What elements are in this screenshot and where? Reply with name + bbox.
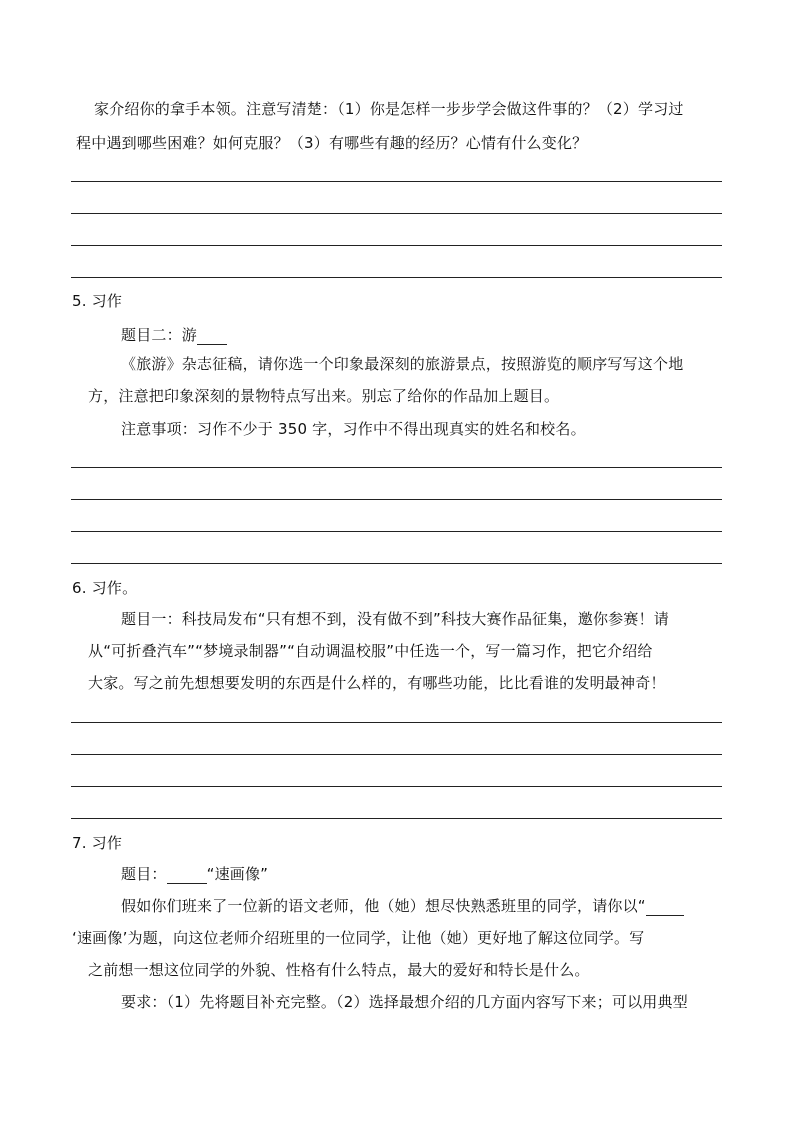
q6-number: 6. 习作。 <box>72 579 138 597</box>
q5-number: 5. 习作 <box>72 292 123 310</box>
q5-prompt-line-1: 《旅游》杂志征稿，请你选一个印象最深刻的旅游景点，按照游览的顺序写写这个地 <box>121 355 684 373</box>
q5-writing-line-1[interactable] <box>71 467 722 468</box>
q4-writing-line-4[interactable] <box>71 277 722 278</box>
q5-writing-line-4[interactable] <box>71 563 722 564</box>
q6-prompt-line-1: 题目一：科技局发布“只有想不到，没有做不到”科技大赛作品征集，邀你参赛！请 <box>121 610 669 628</box>
q6-writing-line-3[interactable] <box>71 786 722 787</box>
q5-topic <box>121 325 227 345</box>
q5-notice: 注意事项：习作不少于 350 字，习作中不得出现真实的姓名和校名。 <box>121 420 586 438</box>
q4-prompt-line-1: 家介绍你的拿手本领。注意写清楚：（1）你是怎样一步步学会做这件事的？（2）学习过 <box>94 100 684 118</box>
q7-prompt-line-1-text: 假如你们班来了一位新的语文老师，他（她）想尽快熟悉班里的同学，请你以“ <box>121 897 646 915</box>
q4-writing-line-1[interactable] <box>71 181 722 182</box>
q5-prompt-line-2: 方，注意把印象深刻的景物特点写出来。别忘了给你的作品加上题目。 <box>88 387 560 405</box>
q7-topic-suffix: “速画像” <box>206 865 269 883</box>
q6-writing-line-2[interactable] <box>71 754 722 755</box>
q7-number: 7. 习作 <box>72 834 123 852</box>
q4-writing-line-3[interactable] <box>71 245 722 246</box>
q6-writing-line-1[interactable] <box>71 722 722 723</box>
q7-requirement: 要求：（1）先将题目补充完整。（2）选择最想介绍的几方面内容写下来；可以用典型 <box>121 993 688 1011</box>
q7-topic <box>121 864 268 884</box>
q5-topic-label: 题目二：游 <box>121 326 198 344</box>
q7-topic-blank[interactable] <box>167 866 207 884</box>
q6-prompt-line-3: 大家。写之前先想想要发明的东西是什么样的，有哪些功能，比比看谁的发明最神奇！ <box>88 674 666 692</box>
q5-writing-line-2[interactable] <box>71 499 722 500</box>
q4-prompt-line-2: 程中遇到哪些困难？如何克服？（3）有哪些有趣的经历？心情有什么变化？ <box>76 134 588 152</box>
q7-prompt-line-1 <box>121 896 684 916</box>
q5-topic-blank[interactable] <box>197 327 227 345</box>
q5-writing-line-3[interactable] <box>71 531 722 532</box>
q6-prompt-line-2: 从“可折叠汽车”“梦境录制器”“自动调温校服”中任选一个，写一篇习作，把它介绍给 <box>88 642 653 660</box>
q6-writing-line-4[interactable] <box>71 818 722 819</box>
q7-prompt-line-2: ‘速画像’为题，向这位老师介绍班里的一位同学，让他（她）更好地了解这位同学。写 <box>72 929 645 947</box>
q7-prompt-blank[interactable] <box>646 898 684 916</box>
q4-writing-line-2[interactable] <box>71 213 722 214</box>
q7-prompt-line-3: 之前想一想这位同学的外貌、性格有什么特点，最大的爱好和特长是什么。 <box>88 961 590 979</box>
q7-topic-label: 题目： <box>121 865 167 883</box>
